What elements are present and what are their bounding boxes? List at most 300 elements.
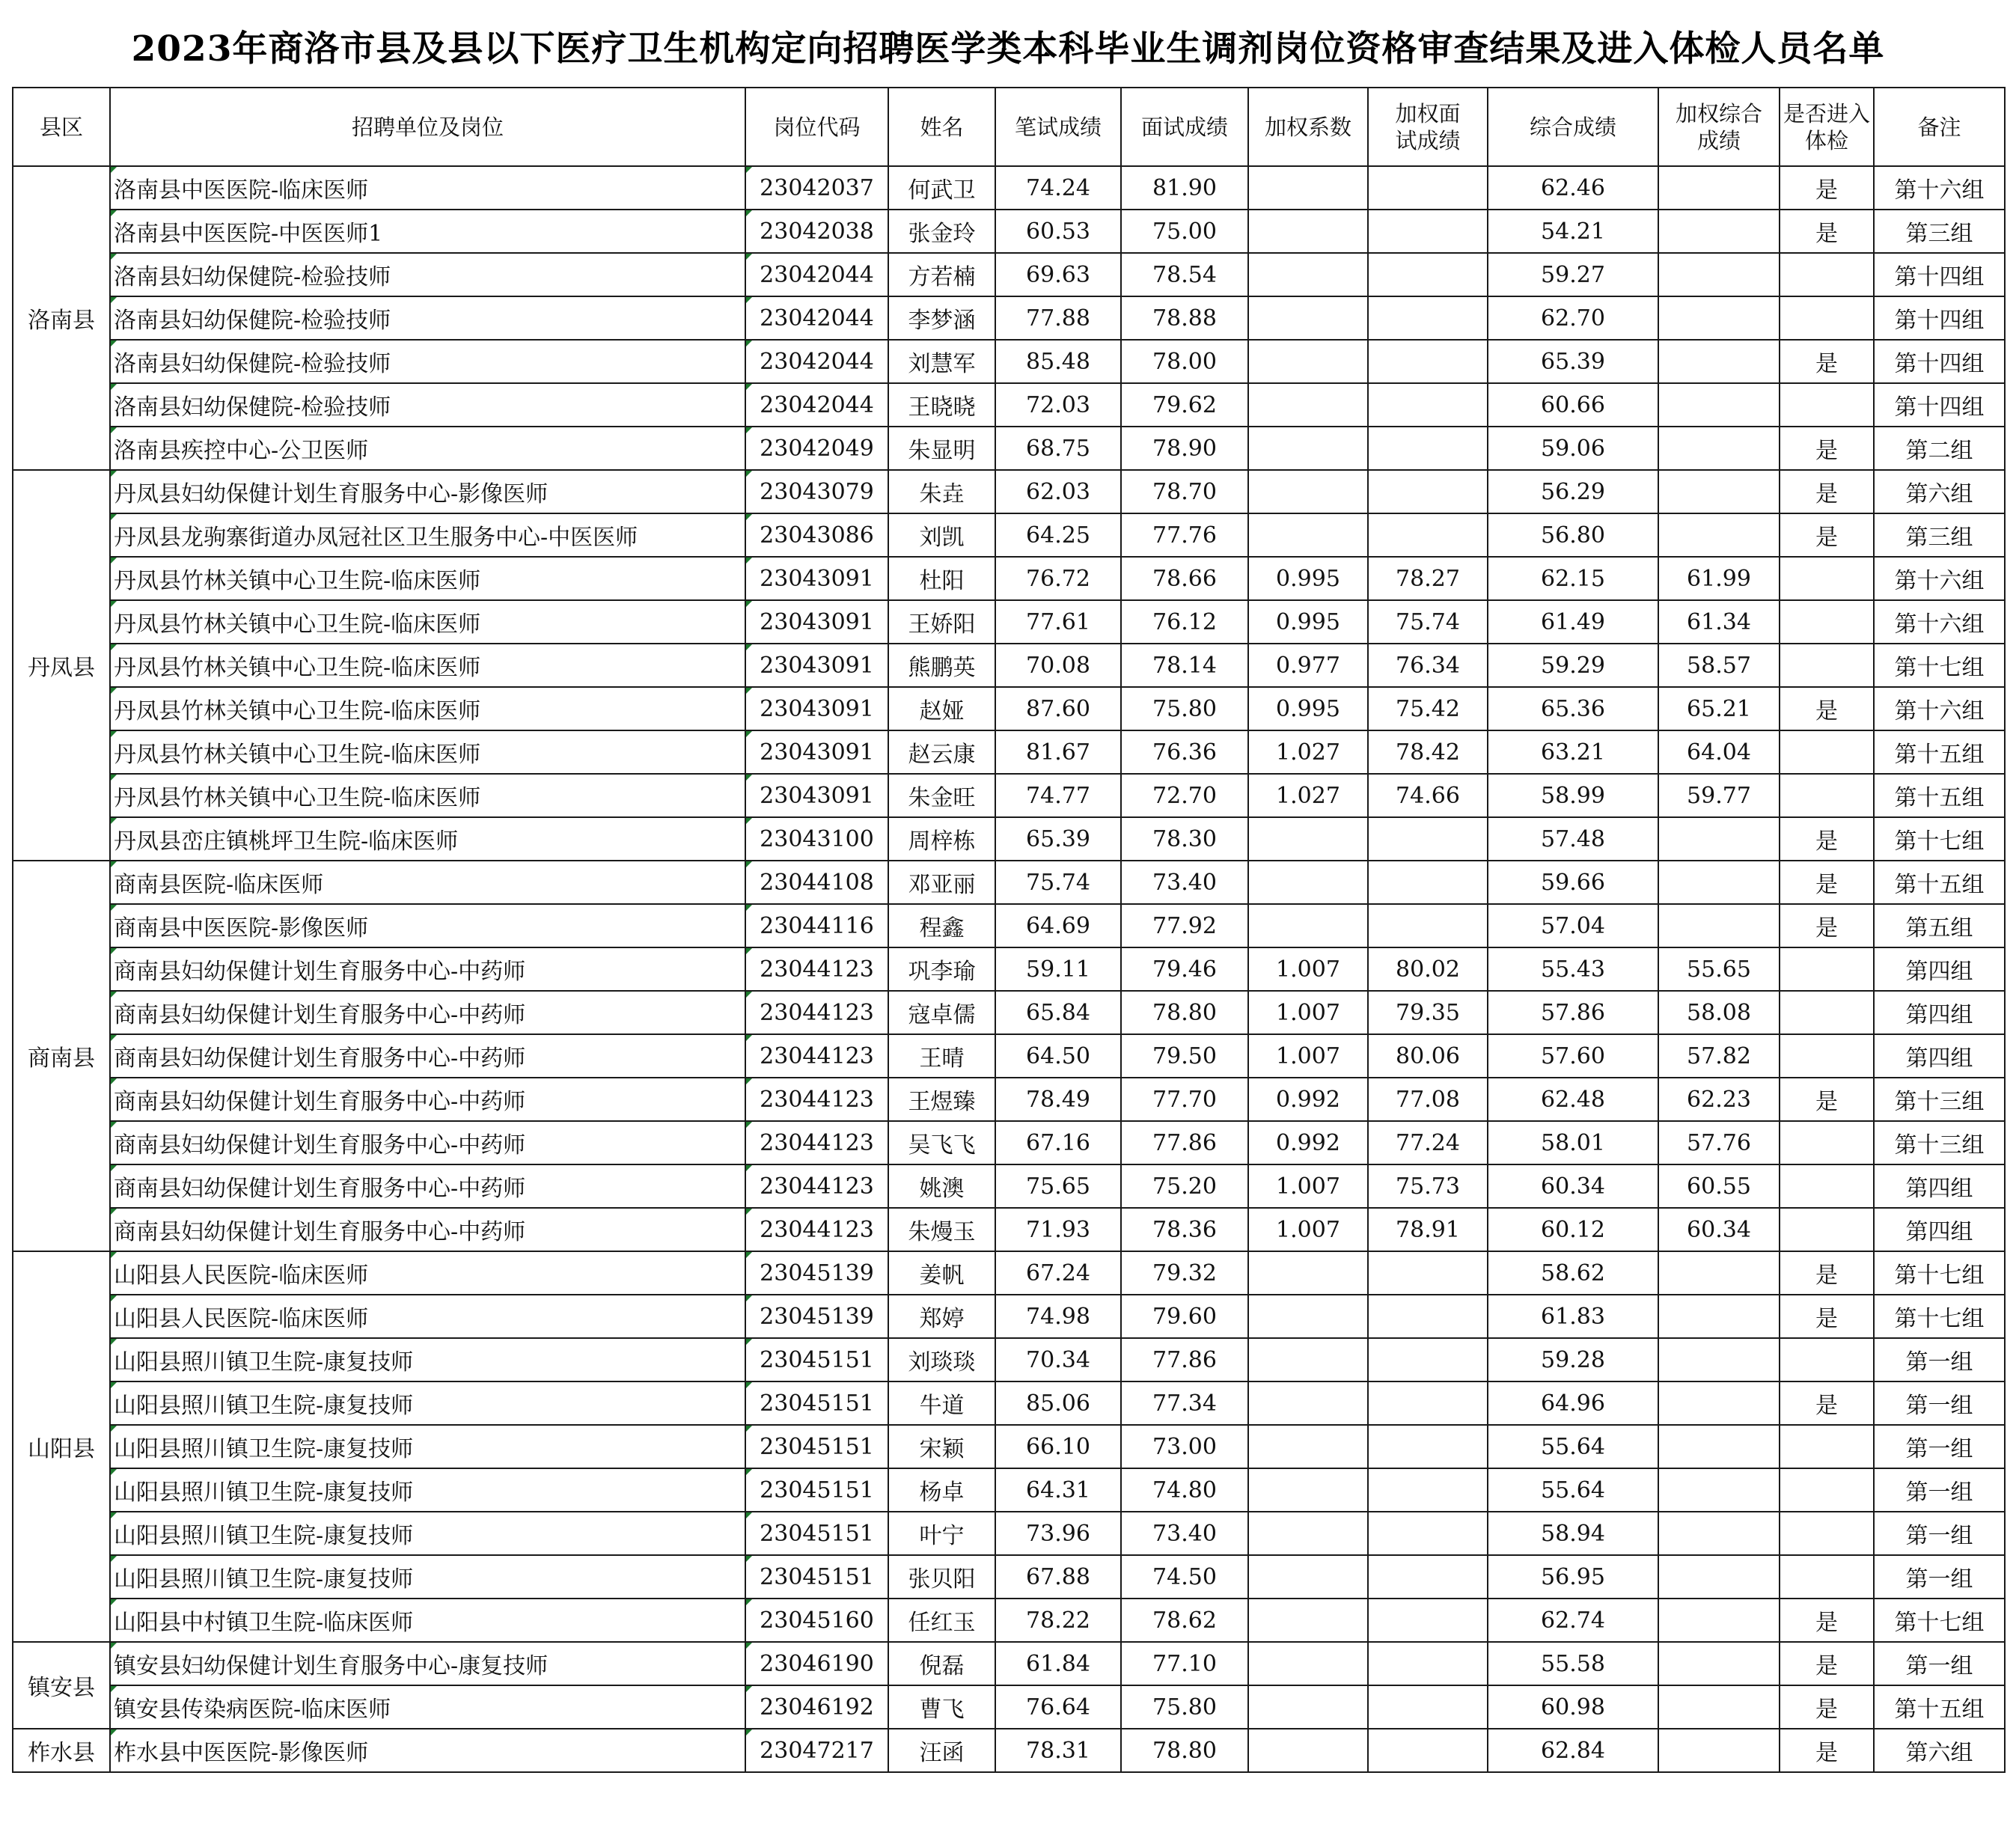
weighted-interview-cell bbox=[1368, 1555, 1488, 1599]
weighted-interview-cell bbox=[1368, 513, 1488, 557]
total-score-cell: 64.96 bbox=[1488, 1381, 1658, 1425]
candidate-name-cell: 朱显明 bbox=[888, 427, 995, 470]
weight-coefficient-cell bbox=[1248, 861, 1368, 904]
county-cell: 商南县 bbox=[13, 861, 110, 1251]
physical-exam-cell: 是 bbox=[1780, 513, 1874, 557]
written-score-cell: 61.84 bbox=[995, 1642, 1121, 1685]
candidate-name-cell: 任红玉 bbox=[888, 1599, 995, 1642]
weighted-interview-cell bbox=[1368, 1251, 1488, 1295]
page-title: 2023年商洛市县及县以下医疗卫生机构定向招聘医学类本科毕业生调剂岗位资格审查结果及进入体检人员名单 bbox=[131, 28, 1885, 70]
interview-score-cell: 79.50 bbox=[1121, 1034, 1248, 1078]
written-score-cell: 78.49 bbox=[995, 1078, 1121, 1121]
weighted-interview-cell bbox=[1368, 427, 1488, 470]
position-code-cell: 23043091 bbox=[745, 774, 888, 817]
unit-cell: 山阳县人民医院-临床医师 bbox=[110, 1295, 745, 1338]
table-row bbox=[13, 340, 2005, 383]
unit-cell: 商南县妇幼保健计划生育服务中心-中药师 bbox=[110, 947, 745, 991]
position-code-cell: 23044123 bbox=[745, 1164, 888, 1208]
candidate-name-cell: 周梓栋 bbox=[888, 817, 995, 861]
weighted-interview-cell bbox=[1368, 1512, 1488, 1555]
weighted-interview-cell: 77.08 bbox=[1368, 1078, 1488, 1121]
written-score-cell: 62.03 bbox=[995, 470, 1121, 513]
written-score-cell: 68.75 bbox=[995, 427, 1121, 470]
written-score-cell: 74.98 bbox=[995, 1295, 1121, 1338]
total-score-cell: 59.27 bbox=[1488, 253, 1658, 296]
weighted-interview-cell bbox=[1368, 817, 1488, 861]
weighted-interview-cell bbox=[1368, 861, 1488, 904]
weighted-total-cell bbox=[1658, 1251, 1780, 1295]
weight-coefficient-cell: 0.977 bbox=[1248, 644, 1368, 687]
weighted-total-cell bbox=[1658, 1599, 1780, 1642]
weighted-total-cell: 57.82 bbox=[1658, 1034, 1780, 1078]
header-weight-coefficient: 加权系数 bbox=[1248, 88, 1368, 166]
total-score-cell: 60.66 bbox=[1488, 383, 1658, 427]
interview-score-cell: 78.80 bbox=[1121, 1729, 1248, 1772]
table-row bbox=[13, 1251, 2005, 1295]
candidate-name-cell: 吴飞飞 bbox=[888, 1121, 995, 1164]
table-row bbox=[13, 600, 2005, 644]
header-county: 县区 bbox=[13, 88, 110, 166]
weighted-interview-cell bbox=[1368, 253, 1488, 296]
weight-coefficient-cell bbox=[1248, 296, 1368, 340]
total-score-cell: 58.01 bbox=[1488, 1121, 1658, 1164]
total-score-cell: 59.06 bbox=[1488, 427, 1658, 470]
position-code-cell: 23043091 bbox=[745, 687, 888, 730]
position-code-cell: 23043086 bbox=[745, 513, 888, 557]
weighted-interview-cell bbox=[1368, 1381, 1488, 1425]
note-cell: 第四组 bbox=[1874, 947, 2005, 991]
weighted-interview-cell bbox=[1368, 340, 1488, 383]
note-cell: 第一组 bbox=[1874, 1468, 2005, 1512]
written-score-cell: 85.48 bbox=[995, 340, 1121, 383]
table-row bbox=[13, 1078, 2005, 1121]
unit-cell: 山阳县照川镇卫生院-康复技师 bbox=[110, 1381, 745, 1425]
header-name: 姓名 bbox=[888, 88, 995, 166]
header-weighted-total: 加权综合成绩 bbox=[1658, 88, 1780, 166]
table-row bbox=[13, 730, 2005, 774]
table-body bbox=[13, 166, 2005, 1772]
weight-coefficient-cell bbox=[1248, 904, 1368, 947]
note-cell: 第十四组 bbox=[1874, 296, 2005, 340]
table-row bbox=[13, 1685, 2005, 1729]
physical-exam-cell bbox=[1780, 1468, 1874, 1512]
weighted-total-cell bbox=[1658, 253, 1780, 296]
table-row bbox=[13, 1555, 2005, 1599]
position-code-cell: 23045151 bbox=[745, 1425, 888, 1468]
table-row bbox=[13, 1381, 2005, 1425]
total-score-cell: 61.49 bbox=[1488, 600, 1658, 644]
table-row bbox=[13, 1295, 2005, 1338]
total-score-cell: 62.48 bbox=[1488, 1078, 1658, 1121]
weight-coefficient-cell bbox=[1248, 1642, 1368, 1685]
written-score-cell: 71.93 bbox=[995, 1208, 1121, 1251]
weighted-total-cell bbox=[1658, 383, 1780, 427]
weight-coefficient-cell bbox=[1248, 1599, 1368, 1642]
candidate-name-cell: 叶宁 bbox=[888, 1512, 995, 1555]
weighted-total-cell bbox=[1658, 861, 1780, 904]
note-cell: 第十六组 bbox=[1874, 166, 2005, 210]
table-row bbox=[13, 1599, 2005, 1642]
physical-exam-cell: 是 bbox=[1780, 1599, 1874, 1642]
total-score-cell: 57.48 bbox=[1488, 817, 1658, 861]
unit-cell: 丹凤县竹林关镇中心卫生院-临床医师 bbox=[110, 557, 745, 600]
position-code-cell: 23045139 bbox=[745, 1251, 888, 1295]
weight-coefficient-cell bbox=[1248, 1729, 1368, 1772]
weight-coefficient-cell: 1.027 bbox=[1248, 730, 1368, 774]
total-score-cell: 55.64 bbox=[1488, 1468, 1658, 1512]
weighted-total-cell: 61.34 bbox=[1658, 600, 1780, 644]
note-cell: 第一组 bbox=[1874, 1512, 2005, 1555]
weight-coefficient-cell: 1.007 bbox=[1248, 1164, 1368, 1208]
note-cell: 第三组 bbox=[1874, 513, 2005, 557]
interview-score-cell: 76.36 bbox=[1121, 730, 1248, 774]
position-code-cell: 23042044 bbox=[745, 340, 888, 383]
interview-score-cell: 77.70 bbox=[1121, 1078, 1248, 1121]
weight-coefficient-cell bbox=[1248, 817, 1368, 861]
interview-score-cell: 73.40 bbox=[1121, 1512, 1248, 1555]
position-code-cell: 23045151 bbox=[745, 1468, 888, 1512]
physical-exam-cell bbox=[1780, 600, 1874, 644]
interview-score-cell: 79.46 bbox=[1121, 947, 1248, 991]
note-cell: 第三组 bbox=[1874, 210, 2005, 253]
interview-score-cell: 78.70 bbox=[1121, 470, 1248, 513]
interview-score-cell: 75.00 bbox=[1121, 210, 1248, 253]
weight-coefficient-cell: 0.995 bbox=[1248, 600, 1368, 644]
written-score-cell: 64.25 bbox=[995, 513, 1121, 557]
written-score-cell: 67.88 bbox=[995, 1555, 1121, 1599]
results-table bbox=[12, 87, 2006, 1773]
weighted-interview-cell: 80.02 bbox=[1368, 947, 1488, 991]
note-cell: 第十五组 bbox=[1874, 861, 2005, 904]
note-cell: 第四组 bbox=[1874, 1034, 2005, 1078]
position-code-cell: 23042044 bbox=[745, 296, 888, 340]
physical-exam-cell: 是 bbox=[1780, 861, 1874, 904]
written-score-cell: 70.34 bbox=[995, 1338, 1121, 1381]
weighted-total-cell bbox=[1658, 1425, 1780, 1468]
candidate-name-cell: 朱垚 bbox=[888, 470, 995, 513]
weighted-total-cell: 58.08 bbox=[1658, 991, 1780, 1034]
candidate-name-cell: 何武卫 bbox=[888, 166, 995, 210]
physical-exam-cell bbox=[1780, 991, 1874, 1034]
candidate-name-cell: 倪磊 bbox=[888, 1642, 995, 1685]
header-unit: 招聘单位及岗位 bbox=[110, 88, 745, 166]
table-row bbox=[13, 774, 2005, 817]
candidate-name-cell: 王晓晓 bbox=[888, 383, 995, 427]
total-score-cell: 58.99 bbox=[1488, 774, 1658, 817]
weighted-total-cell: 57.76 bbox=[1658, 1121, 1780, 1164]
candidate-name-cell: 赵娅 bbox=[888, 687, 995, 730]
physical-exam-cell: 是 bbox=[1780, 1251, 1874, 1295]
unit-cell: 洛南县中医医院-中医医师1 bbox=[110, 210, 745, 253]
position-code-cell: 23045160 bbox=[745, 1599, 888, 1642]
header-total-score: 综合成绩 bbox=[1488, 88, 1658, 166]
weight-coefficient-cell bbox=[1248, 253, 1368, 296]
note-cell: 第十七组 bbox=[1874, 1251, 2005, 1295]
weight-coefficient-cell: 0.992 bbox=[1248, 1121, 1368, 1164]
header-note: 备注 bbox=[1874, 88, 2005, 166]
candidate-name-cell: 方若楠 bbox=[888, 253, 995, 296]
weight-coefficient-cell bbox=[1248, 166, 1368, 210]
weight-coefficient-cell bbox=[1248, 1251, 1368, 1295]
total-score-cell: 65.39 bbox=[1488, 340, 1658, 383]
weight-coefficient-cell bbox=[1248, 210, 1368, 253]
written-score-cell: 64.50 bbox=[995, 1034, 1121, 1078]
unit-cell: 镇安县传染病医院-临床医师 bbox=[110, 1685, 745, 1729]
note-cell: 第四组 bbox=[1874, 991, 2005, 1034]
position-code-cell: 23045151 bbox=[745, 1381, 888, 1425]
county-cell: 洛南县 bbox=[13, 166, 110, 470]
total-score-cell: 62.84 bbox=[1488, 1729, 1658, 1772]
interview-score-cell: 75.20 bbox=[1121, 1164, 1248, 1208]
weight-coefficient-cell bbox=[1248, 1685, 1368, 1729]
weighted-interview-cell bbox=[1368, 383, 1488, 427]
total-score-cell: 56.95 bbox=[1488, 1555, 1658, 1599]
candidate-name-cell: 杨卓 bbox=[888, 1468, 995, 1512]
position-code-cell: 23044116 bbox=[745, 904, 888, 947]
position-code-cell: 23043100 bbox=[745, 817, 888, 861]
total-score-cell: 62.70 bbox=[1488, 296, 1658, 340]
note-cell: 第六组 bbox=[1874, 470, 2005, 513]
physical-exam-cell bbox=[1780, 1121, 1874, 1164]
weighted-total-cell bbox=[1658, 166, 1780, 210]
unit-cell: 丹凤县龙驹寨街道办凤冠社区卫生服务中心-中医医师 bbox=[110, 513, 745, 557]
candidate-name-cell: 牛道 bbox=[888, 1381, 995, 1425]
table-row bbox=[13, 947, 2005, 991]
total-score-cell: 56.29 bbox=[1488, 470, 1658, 513]
weight-coefficient-cell: 0.995 bbox=[1248, 557, 1368, 600]
unit-cell: 商南县妇幼保健计划生育服务中心-中药师 bbox=[110, 1208, 745, 1251]
unit-cell: 丹凤县竹林关镇中心卫生院-临床医师 bbox=[110, 730, 745, 774]
total-score-cell: 58.94 bbox=[1488, 1512, 1658, 1555]
total-score-cell: 59.29 bbox=[1488, 644, 1658, 687]
candidate-name-cell: 李梦涵 bbox=[888, 296, 995, 340]
physical-exam-cell: 是 bbox=[1780, 904, 1874, 947]
candidate-name-cell: 曹飞 bbox=[888, 1685, 995, 1729]
unit-cell: 商南县妇幼保健计划生育服务中心-中药师 bbox=[110, 1034, 745, 1078]
note-cell: 第十五组 bbox=[1874, 774, 2005, 817]
weighted-interview-cell bbox=[1368, 1425, 1488, 1468]
interview-score-cell: 77.10 bbox=[1121, 1642, 1248, 1685]
unit-cell: 商南县妇幼保健计划生育服务中心-中药师 bbox=[110, 1078, 745, 1121]
weighted-total-cell: 65.21 bbox=[1658, 687, 1780, 730]
interview-score-cell: 73.00 bbox=[1121, 1425, 1248, 1468]
unit-cell: 山阳县人民医院-临床医师 bbox=[110, 1251, 745, 1295]
physical-exam-cell bbox=[1780, 947, 1874, 991]
interview-score-cell: 75.80 bbox=[1121, 687, 1248, 730]
weighted-interview-cell bbox=[1368, 1338, 1488, 1381]
weighted-interview-cell bbox=[1368, 1599, 1488, 1642]
physical-exam-cell bbox=[1780, 1208, 1874, 1251]
position-code-cell: 23043091 bbox=[745, 600, 888, 644]
unit-cell: 商南县医院-临床医师 bbox=[110, 861, 745, 904]
header-weighted-interview: 加权面试成绩 bbox=[1368, 88, 1488, 166]
weight-coefficient-cell: 1.007 bbox=[1248, 947, 1368, 991]
written-score-cell: 64.69 bbox=[995, 904, 1121, 947]
weighted-total-cell: 64.04 bbox=[1658, 730, 1780, 774]
note-cell: 第十七组 bbox=[1874, 644, 2005, 687]
note-cell: 第十七组 bbox=[1874, 1599, 2005, 1642]
physical-exam-cell bbox=[1780, 1338, 1874, 1381]
candidate-name-cell: 寇卓儒 bbox=[888, 991, 995, 1034]
candidate-name-cell: 张贝阳 bbox=[888, 1555, 995, 1599]
weighted-total-cell: 60.55 bbox=[1658, 1164, 1780, 1208]
weighted-interview-cell bbox=[1368, 1642, 1488, 1685]
written-score-cell: 72.03 bbox=[995, 383, 1121, 427]
candidate-name-cell: 朱熳玉 bbox=[888, 1208, 995, 1251]
weight-coefficient-cell: 0.992 bbox=[1248, 1078, 1368, 1121]
interview-score-cell: 78.88 bbox=[1121, 296, 1248, 340]
note-cell: 第四组 bbox=[1874, 1164, 2005, 1208]
weight-coefficient-cell: 1.007 bbox=[1248, 1208, 1368, 1251]
written-score-cell: 77.61 bbox=[995, 600, 1121, 644]
physical-exam-cell bbox=[1780, 1034, 1874, 1078]
weighted-total-cell bbox=[1658, 1468, 1780, 1512]
weight-coefficient-cell bbox=[1248, 1295, 1368, 1338]
physical-exam-cell: 是 bbox=[1780, 1078, 1874, 1121]
weight-coefficient-cell bbox=[1248, 1555, 1368, 1599]
table-row bbox=[13, 1468, 2005, 1512]
weighted-total-cell bbox=[1658, 340, 1780, 383]
total-score-cell: 62.74 bbox=[1488, 1599, 1658, 1642]
total-score-cell: 60.34 bbox=[1488, 1164, 1658, 1208]
weighted-total-cell: 61.99 bbox=[1658, 557, 1780, 600]
physical-exam-cell bbox=[1780, 253, 1874, 296]
interview-score-cell: 77.76 bbox=[1121, 513, 1248, 557]
position-code-cell: 23044123 bbox=[745, 991, 888, 1034]
written-score-cell: 74.24 bbox=[995, 166, 1121, 210]
physical-exam-cell: 是 bbox=[1780, 687, 1874, 730]
weighted-total-cell: 60.34 bbox=[1658, 1208, 1780, 1251]
total-score-cell: 63.21 bbox=[1488, 730, 1658, 774]
weight-coefficient-cell: 1.007 bbox=[1248, 1034, 1368, 1078]
weighted-interview-cell: 79.35 bbox=[1368, 991, 1488, 1034]
header-written-score: 笔试成绩 bbox=[995, 88, 1121, 166]
physical-exam-cell: 是 bbox=[1780, 166, 1874, 210]
candidate-name-cell: 姜帆 bbox=[888, 1251, 995, 1295]
candidate-name-cell: 汪函 bbox=[888, 1729, 995, 1772]
position-code-cell: 23045139 bbox=[745, 1295, 888, 1338]
total-score-cell: 55.43 bbox=[1488, 947, 1658, 991]
position-code-cell: 23042049 bbox=[745, 427, 888, 470]
note-cell: 第十四组 bbox=[1874, 253, 2005, 296]
note-cell: 第十六组 bbox=[1874, 557, 2005, 600]
total-score-cell: 55.58 bbox=[1488, 1642, 1658, 1685]
position-code-cell: 23046190 bbox=[745, 1642, 888, 1685]
interview-score-cell: 78.54 bbox=[1121, 253, 1248, 296]
unit-cell: 丹凤县竹林关镇中心卫生院-临床医师 bbox=[110, 644, 745, 687]
table-row bbox=[13, 513, 2005, 557]
candidate-name-cell: 王娇阳 bbox=[888, 600, 995, 644]
unit-cell: 商南县妇幼保健计划生育服务中心-中药师 bbox=[110, 1121, 745, 1164]
weighted-interview-cell: 76.34 bbox=[1368, 644, 1488, 687]
position-code-cell: 23044123 bbox=[745, 947, 888, 991]
weighted-interview-cell bbox=[1368, 1729, 1488, 1772]
unit-cell: 丹凤县竹林关镇中心卫生院-临床医师 bbox=[110, 687, 745, 730]
weight-coefficient-cell bbox=[1248, 1381, 1368, 1425]
total-score-cell: 61.83 bbox=[1488, 1295, 1658, 1338]
table-row bbox=[13, 991, 2005, 1034]
results-sheet bbox=[12, 0, 2004, 1773]
note-cell: 第十三组 bbox=[1874, 1078, 2005, 1121]
position-code-cell: 23044123 bbox=[745, 1078, 888, 1121]
physical-exam-cell: 是 bbox=[1780, 427, 1874, 470]
candidate-name-cell: 刘凯 bbox=[888, 513, 995, 557]
weighted-total-cell bbox=[1658, 1381, 1780, 1425]
header-interview-score: 面试成绩 bbox=[1121, 88, 1248, 166]
weighted-total-cell bbox=[1658, 296, 1780, 340]
candidate-name-cell: 程鑫 bbox=[888, 904, 995, 947]
note-cell: 第一组 bbox=[1874, 1555, 2005, 1599]
table-row bbox=[13, 1729, 2005, 1772]
total-score-cell: 57.86 bbox=[1488, 991, 1658, 1034]
interview-score-cell: 78.62 bbox=[1121, 1599, 1248, 1642]
note-cell: 第十七组 bbox=[1874, 817, 2005, 861]
county-cell: 山阳县 bbox=[13, 1251, 110, 1642]
physical-exam-cell: 是 bbox=[1780, 1381, 1874, 1425]
unit-cell: 丹凤县妇幼保健计划生育服务中心-影像医师 bbox=[110, 470, 745, 513]
total-score-cell: 62.46 bbox=[1488, 166, 1658, 210]
written-score-cell: 78.22 bbox=[995, 1599, 1121, 1642]
note-cell: 第十四组 bbox=[1874, 383, 2005, 427]
written-score-cell: 85.06 bbox=[995, 1381, 1121, 1425]
table-row bbox=[13, 166, 2005, 210]
note-cell: 第五组 bbox=[1874, 904, 2005, 947]
written-score-cell: 74.77 bbox=[995, 774, 1121, 817]
table-row bbox=[13, 470, 2005, 513]
table-row bbox=[13, 1512, 2005, 1555]
interview-score-cell: 79.32 bbox=[1121, 1251, 1248, 1295]
weight-coefficient-cell bbox=[1248, 1338, 1368, 1381]
written-score-cell: 70.08 bbox=[995, 644, 1121, 687]
position-code-cell: 23044123 bbox=[745, 1034, 888, 1078]
county-cell: 柞水县 bbox=[13, 1729, 110, 1772]
weighted-total-cell bbox=[1658, 470, 1780, 513]
candidate-name-cell: 王煜臻 bbox=[888, 1078, 995, 1121]
weight-coefficient-cell bbox=[1248, 340, 1368, 383]
total-score-cell: 60.98 bbox=[1488, 1685, 1658, 1729]
total-score-cell: 58.62 bbox=[1488, 1251, 1658, 1295]
table-row bbox=[13, 557, 2005, 600]
written-score-cell: 87.60 bbox=[995, 687, 1121, 730]
note-cell: 第十六组 bbox=[1874, 600, 2005, 644]
position-code-cell: 23046192 bbox=[745, 1685, 888, 1729]
interview-score-cell: 77.86 bbox=[1121, 1121, 1248, 1164]
total-score-cell: 56.80 bbox=[1488, 513, 1658, 557]
weighted-total-cell bbox=[1658, 904, 1780, 947]
physical-exam-cell: 是 bbox=[1780, 470, 1874, 513]
total-score-cell: 65.36 bbox=[1488, 687, 1658, 730]
unit-cell: 山阳县照川镇卫生院-康复技师 bbox=[110, 1468, 745, 1512]
position-code-cell: 23042044 bbox=[745, 253, 888, 296]
unit-cell: 丹凤县峦庄镇桃坪卫生院-临床医师 bbox=[110, 817, 745, 861]
written-score-cell: 59.11 bbox=[995, 947, 1121, 991]
total-score-cell: 57.04 bbox=[1488, 904, 1658, 947]
physical-exam-cell: 是 bbox=[1780, 210, 1874, 253]
physical-exam-cell bbox=[1780, 557, 1874, 600]
candidate-name-cell: 巩李瑜 bbox=[888, 947, 995, 991]
interview-score-cell: 73.40 bbox=[1121, 861, 1248, 904]
table-row bbox=[13, 1121, 2005, 1164]
interview-score-cell: 72.70 bbox=[1121, 774, 1248, 817]
total-score-cell: 59.66 bbox=[1488, 861, 1658, 904]
weight-coefficient-cell: 0.995 bbox=[1248, 687, 1368, 730]
weight-coefficient-cell bbox=[1248, 1468, 1368, 1512]
table-row bbox=[13, 861, 2005, 904]
physical-exam-cell bbox=[1780, 383, 1874, 427]
weighted-interview-cell: 78.42 bbox=[1368, 730, 1488, 774]
weighted-total-cell: 62.23 bbox=[1658, 1078, 1780, 1121]
weighted-interview-cell: 75.73 bbox=[1368, 1164, 1488, 1208]
